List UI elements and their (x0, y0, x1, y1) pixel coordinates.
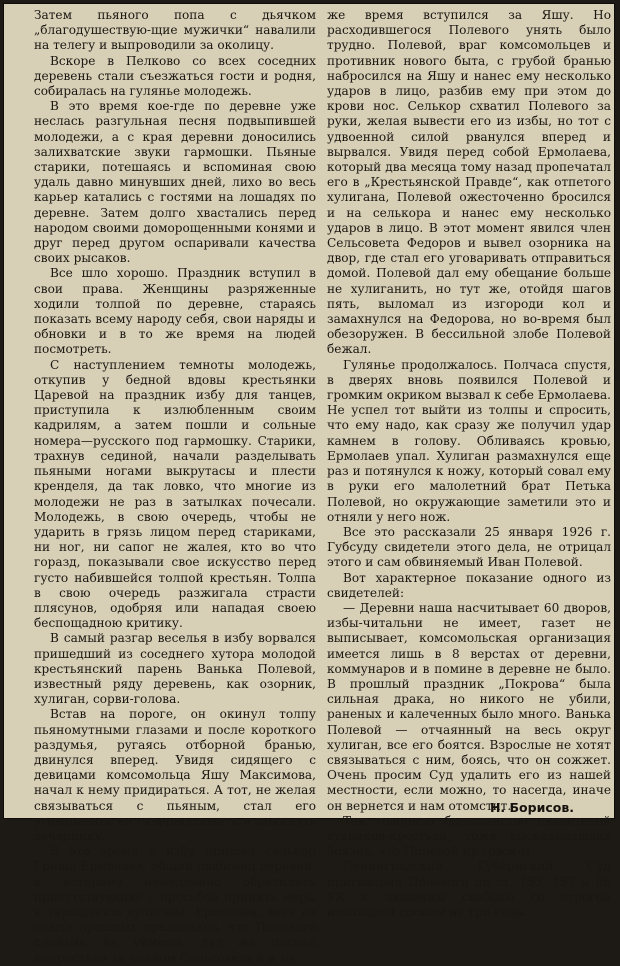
paragraph: Затем пьяного попа с дьячком „благодушествую-щие мужички“ навалили на телегу и выпроводили за околицу. (34, 8, 316, 53)
paragraph: Все шло хорошо. Праздник вступил в свои права. Женщины разряженные ходили толпой по деревне, стараясь показать всему народу себя, свои наряды и обновки и в то же время на людей посмотреть. (34, 266, 316, 357)
paragraph: С наступлением темноты молодежь, откупив у бедной вдовы крестьянки Царевой на праздник избу для танцев, приступила к излюбленным своим кадрилям, а затем пошли и сольные номера—русского под гармошку. Старики, трахнув сединой, начали разделывать пьяными ногами выкрутасы и плести кренделя, да так ловко, что многие из молодежи не раз в затылках почесали. Молодежь, в свою очередь, чтобы не ударить в грязь лицом перед стариками, ни ног, ни сапог не жалея, кто во что горазд, показывали свое искусство перед густо набившейся толпой крестьян. Толпа в свою очередь разжигала страсти плясунов, одобряя или нападая своею беспощадною критику. (34, 357, 316, 631)
paragraph: В это время в избу пришел селькор Гриша Ермолаев, общий любимец деревни, к которому немедленно обратились присутствующие с просьбой принять меры к укрощению хулигана. Ермолаев, зная из опыта прошлых праздников, что Полевого словами не уймешь, тут же послал подростков за членом Сельсовета и в то (34, 844, 316, 965)
article-column-left (34, 8, 316, 966)
paragraph: Ленинградский Губернский Суд приговорил Полевого по ст. 153, 157 и 86 УК к лишению свободы со строгой изоляцией сроком на три года. (327, 859, 611, 919)
paragraph: — Деревни наша насчитывает 60 дворов, избы-читальни не имеет, газет не выписывает, комсомольская организация имеется лишь в 8 верстах от деревни, коммунаров и в помине в деревне не было. В прошлый праздник „Покрова“ была сильная драка, но никого не убили, раненых и калеченных было много. Ванька Полевой — отчаянный на весь округ хулиган, все его боятся. Взрослые не хотят связываться с ним, боясь, что он сожжет. Очень просим Суд удалить его из нашей местности, если можно, то насегда, иначе он вернется и нам отомстит. (327, 600, 611, 813)
paragraph: В это время кое-где по деревне уже неслась разгульная песня подвыпившей молодежи, а с края деревни доносились залихватские звуки гармошки. Пьяные старики, потешаясь и вспоминая свою удаль давно минувших дней, лихо во весь карьер катались с гостями на лошадях по деревне. Затем долго хвастались перед народом своими доморощенными конями и друг перед другом оспаривали качества своих рысаков. (34, 99, 316, 266)
paragraph: Вот характерное показание одного из свидетелей: (327, 570, 611, 600)
paragraph: В самый разгар веселья в избу ворвался пришедший из соседнего хутора молодой крестьянский парень Ванька Полевой, известный ряду деревень, как озорник, хулиган, сорви-голова. (34, 631, 316, 707)
paragraph: Так говорило большинство свидетелей стариков-крестьян, тоже высказывавших боязнь, что Полевой их сожжет. (327, 813, 611, 859)
paragraph: Гулянье продолжалось. Полчаса спустя, в дверях вновь появился Полевой и громким окриком вызвал к себе Ермолаева. Не успел тот выйти из толпы и спросить, что ему надо, как сразу же получил удар камнем в голову. Обливаясь кровью, Ермолаев упал. Хулиган размахнулся еще раз и потянулся к ножу, который совал ему в руки его малолетний брат Петька Полевой, но окружающие заметили это и отняли у него нож. (327, 357, 611, 524)
author-signature: Н. Борисов. (489, 800, 574, 815)
newspaper-page (3, 3, 615, 965)
paragraph: же время вступился за Яшу. Но расходившегося Полевого унять было трудно. Полевой, враг комсомольцев и противник нового быта, с грубой бранью набросился на Яшу и нанес ему несколько ударов в лицо, разбив ему при этом до крови нос. Селькор схватил Полевого за руки, желая вывести его из избы, но тот с удвоенной силой рванулся вперед и вырвался. Увидя перед собой Ермолаева, который два месяца тому назад пропечатал его в „Крестьянской Правде“, как отпетого хулигана, Полевой ожесточенно бросился и на селькора и нанес ему несколько ударов в лицо. В этот момент явился член Сельсовета Федоров и вывел озорника на двор, где стал его уговаривать отправиться домой. Полевой дал ему обещание больше не хулиганить, но тут же, отойдя шагов пять, выломал из изгороди кол и замахнулся на Федорова, но во-время был обезоружен. В бессильной злобе Полевой бежал. (327, 8, 611, 357)
paragraph: Встав на пороге, он окинул толпу пьяномутными глазами и после короткого раздумья, ругаясь отборной бранью, двинулся вперед. Увидя сидящего с девицами комсомольца Яшу Максимова, начал к нему придираться. А тот, не желая связываться с пьяным, стал его уговаривать не сквернословить и покинуть вечеринку. (34, 707, 316, 843)
paragraph: Все это рассказали 25 января 1926 г. Губсуду свидетели этого дела, не отрицал этого и сам обвиняемый Иван Полевой. (327, 524, 611, 570)
paragraph: Вскоре в Пелково со всех соседних деревень стали съезжаться гости и родня, собиралась на гулянье молодежь. (34, 53, 316, 99)
article-column-right (327, 8, 611, 920)
